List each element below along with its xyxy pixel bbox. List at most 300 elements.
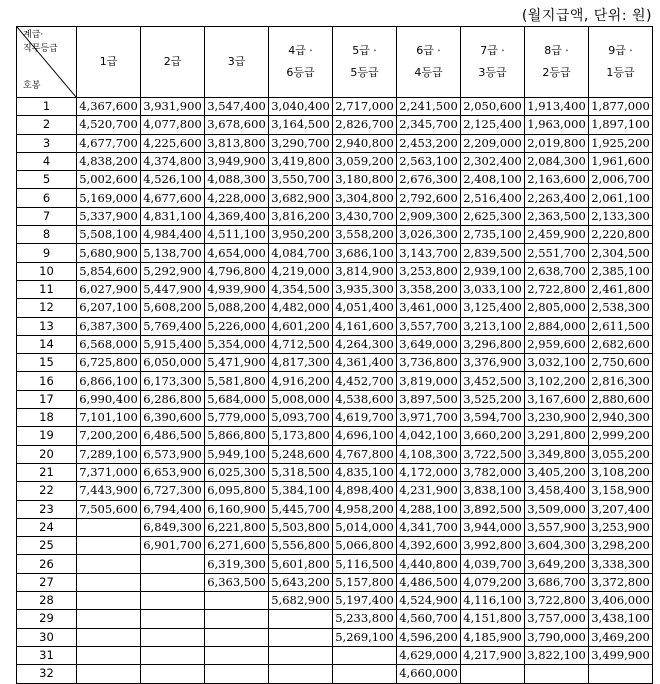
table-row	[17, 646, 653, 664]
pay-cell	[205, 592, 269, 610]
pay-cell: 3,594,700	[461, 409, 525, 427]
pay-cell: 3,950,200	[269, 226, 333, 244]
pay-cell: 2,551,700	[525, 244, 589, 262]
pay-cell: 2,909,300	[397, 207, 461, 225]
column-header	[589, 27, 653, 98]
pay-cell: 2,133,300	[589, 207, 653, 225]
pay-cell: 2,722,800	[525, 280, 589, 298]
pay-cell: 1,913,400	[525, 98, 589, 116]
pay-cell: 2,880,600	[589, 390, 653, 408]
pay-cell: 2,940,300	[589, 409, 653, 427]
pay-cell: 4,596,200	[397, 628, 461, 646]
column-header-line: 4급 ·	[288, 44, 313, 57]
pay-cell	[141, 555, 205, 573]
pay-cell: 4,369,400	[205, 207, 269, 225]
pay-cell: 2,563,100	[397, 152, 461, 170]
table-row	[17, 262, 653, 280]
pay-cell: 4,619,700	[333, 409, 397, 427]
pay-cell	[205, 646, 269, 664]
step-cell: 17	[17, 390, 77, 408]
table-row	[17, 500, 653, 518]
pay-cell: 3,304,800	[333, 189, 397, 207]
pay-cell: 6,727,300	[141, 482, 205, 500]
pay-cell: 7,505,600	[77, 500, 141, 518]
table-row	[17, 98, 653, 116]
table-row	[17, 244, 653, 262]
pay-cell: 4,088,300	[205, 171, 269, 189]
pay-cell: 6,271,600	[205, 537, 269, 555]
pay-cell: 3,736,800	[397, 354, 461, 372]
pay-cell: 2,939,100	[461, 262, 525, 280]
corner-label-middle: 직무등급	[23, 44, 58, 54]
column-header-line: 3등급	[478, 66, 507, 79]
pay-cell: 6,286,800	[141, 390, 205, 408]
pay-cell: 3,949,900	[205, 152, 269, 170]
pay-cell: 4,392,600	[397, 537, 461, 555]
pay-cell: 3,686,100	[333, 244, 397, 262]
pay-cell: 5,384,100	[269, 482, 333, 500]
pay-cell: 5,002,600	[77, 171, 141, 189]
pay-cell: 2,209,000	[461, 134, 525, 152]
pay-cell: 4,151,800	[461, 610, 525, 628]
pay-cell: 3,358,200	[397, 280, 461, 298]
pay-cell: 3,813,800	[205, 134, 269, 152]
pay-cell: 3,649,200	[525, 555, 589, 573]
pay-cell: 5,248,600	[269, 445, 333, 463]
pay-cell: 3,722,500	[461, 445, 525, 463]
pay-cell: 3,349,800	[525, 445, 589, 463]
pay-cell	[205, 628, 269, 646]
pay-cell: 3,897,500	[397, 390, 461, 408]
pay-cell: 4,228,000	[205, 189, 269, 207]
pay-cell: 3,660,200	[461, 427, 525, 445]
pay-cell: 2,385,100	[589, 262, 653, 280]
step-cell: 10	[17, 262, 77, 280]
table-row	[17, 372, 653, 390]
pay-cell: 2,805,000	[525, 299, 589, 317]
pay-cell: 3,040,400	[269, 98, 333, 116]
pay-cell: 4,538,600	[333, 390, 397, 408]
pay-cell: 5,508,100	[77, 226, 141, 244]
pay-cell: 2,792,600	[397, 189, 461, 207]
pay-cell: 3,819,000	[397, 372, 461, 390]
column-header-line: 4등급	[414, 66, 443, 79]
pay-cell: 6,390,600	[141, 409, 205, 427]
table-row	[17, 152, 653, 170]
pay-cell: 2,408,100	[461, 171, 525, 189]
pay-cell	[77, 555, 141, 573]
pay-cell: 3,944,000	[461, 518, 525, 536]
pay-cell: 6,725,800	[77, 354, 141, 372]
pay-cell: 5,556,800	[269, 537, 333, 555]
step-cell: 3	[17, 134, 77, 152]
pay-cell	[269, 646, 333, 664]
pay-cell: 6,990,400	[77, 390, 141, 408]
column-header-line: 5급 ·	[352, 44, 377, 57]
pay-cell: 4,601,200	[269, 317, 333, 335]
step-cell: 14	[17, 335, 77, 353]
pay-cell: 6,027,900	[77, 280, 141, 298]
pay-cell: 2,839,500	[461, 244, 525, 262]
pay-cell	[205, 610, 269, 628]
pay-cell: 5,684,000	[205, 390, 269, 408]
step-cell: 8	[17, 226, 77, 244]
pay-cell: 4,984,400	[141, 226, 205, 244]
pay-cell: 5,608,200	[141, 299, 205, 317]
pay-cell	[141, 665, 205, 683]
pay-cell	[333, 646, 397, 664]
pay-cell: 6,568,000	[77, 335, 141, 353]
pay-cell: 5,337,900	[77, 207, 141, 225]
column-header-line: 2급	[163, 55, 182, 68]
table-row	[17, 171, 653, 189]
pay-cell: 2,125,400	[461, 116, 525, 134]
pay-cell: 3,499,900	[589, 646, 653, 664]
pay-cell: 3,338,300	[589, 555, 653, 573]
pay-cell: 6,901,700	[141, 537, 205, 555]
pay-cell	[525, 665, 589, 683]
step-cell: 20	[17, 445, 77, 463]
pay-cell: 4,185,900	[461, 628, 525, 646]
pay-cell: 4,677,700	[77, 134, 141, 152]
table-row	[17, 518, 653, 536]
step-cell: 19	[17, 427, 77, 445]
pay-cell: 1,961,600	[589, 152, 653, 170]
pay-cell: 5,581,800	[205, 372, 269, 390]
step-cell: 16	[17, 372, 77, 390]
pay-cell: 3,971,700	[397, 409, 461, 427]
pay-cell: 5,601,800	[269, 555, 333, 573]
pay-cell: 4,231,900	[397, 482, 461, 500]
column-header	[269, 27, 333, 98]
pay-cell: 2,826,700	[333, 116, 397, 134]
pay-cell: 4,482,000	[269, 299, 333, 317]
pay-cell: 5,354,000	[205, 335, 269, 353]
pay-cell	[141, 573, 205, 591]
table-row	[17, 445, 653, 463]
column-header-line: 6급 ·	[416, 44, 441, 57]
step-cell: 7	[17, 207, 77, 225]
pay-cell: 3,458,400	[525, 482, 589, 500]
pay-cell: 5,854,600	[77, 262, 141, 280]
pay-cell: 4,172,000	[397, 463, 461, 481]
pay-cell: 5,226,000	[205, 317, 269, 335]
step-cell: 15	[17, 354, 77, 372]
step-cell: 1	[17, 98, 77, 116]
pay-cell: 3,026,300	[397, 226, 461, 244]
pay-cell: 4,225,600	[141, 134, 205, 152]
table-row	[17, 409, 653, 427]
column-header-line: 9급 ·	[608, 44, 633, 57]
pay-cell: 5,318,500	[269, 463, 333, 481]
table-row	[17, 610, 653, 628]
pay-cell: 3,525,200	[461, 390, 525, 408]
pay-cell: 4,039,700	[461, 555, 525, 573]
pay-cell: 6,794,400	[141, 500, 205, 518]
pay-cell: 3,604,300	[525, 537, 589, 555]
pay-cell: 3,461,000	[397, 299, 461, 317]
pay-cell: 3,678,600	[205, 116, 269, 134]
step-cell: 23	[17, 500, 77, 518]
pay-cell: 3,376,900	[461, 354, 525, 372]
pay-cell: 3,822,100	[525, 646, 589, 664]
pay-cell: 4,161,600	[333, 317, 397, 335]
pay-cell: 2,241,500	[397, 98, 461, 116]
pay-cell: 5,066,800	[333, 537, 397, 555]
pay-cell: 3,059,200	[333, 152, 397, 170]
header-row	[17, 27, 653, 98]
pay-cell: 3,253,900	[589, 518, 653, 536]
pay-cell: 3,992,800	[461, 537, 525, 555]
column-header	[141, 27, 205, 98]
pay-cell: 4,264,300	[333, 335, 397, 353]
pay-cell: 3,213,100	[461, 317, 525, 335]
pay-cell: 3,164,500	[269, 116, 333, 134]
pay-cell: 5,292,900	[141, 262, 205, 280]
pay-cell: 4,916,200	[269, 372, 333, 390]
pay-cell: 4,677,600	[141, 189, 205, 207]
table-row	[17, 280, 653, 298]
pay-cell: 5,197,400	[333, 592, 397, 610]
pay-cell: 5,915,400	[141, 335, 205, 353]
step-cell: 9	[17, 244, 77, 262]
pay-cell: 3,782,000	[461, 463, 525, 481]
corner-label-bottom: 호봉	[23, 81, 41, 91]
pay-cell: 3,102,200	[525, 372, 589, 390]
pay-cell	[77, 537, 141, 555]
pay-cell: 6,173,300	[141, 372, 205, 390]
pay-cell: 3,814,900	[333, 262, 397, 280]
pay-cell: 7,101,100	[77, 409, 141, 427]
pay-cell: 3,469,200	[589, 628, 653, 646]
pay-cell: 2,459,900	[525, 226, 589, 244]
pay-cell: 4,560,700	[397, 610, 461, 628]
pay-cell	[269, 610, 333, 628]
pay-cell: 6,363,500	[205, 573, 269, 591]
pay-cell	[333, 665, 397, 683]
step-cell: 22	[17, 482, 77, 500]
pay-cell: 5,173,800	[269, 427, 333, 445]
step-cell: 6	[17, 189, 77, 207]
table-header	[17, 27, 653, 98]
pay-cell: 5,138,700	[141, 244, 205, 262]
pay-cell: 3,935,300	[333, 280, 397, 298]
pay-cell: 7,200,200	[77, 427, 141, 445]
pay-cell: 4,217,900	[461, 646, 525, 664]
pay-cell: 4,367,600	[77, 98, 141, 116]
pay-cell	[269, 665, 333, 683]
table-body	[17, 98, 653, 684]
pay-cell: 6,095,800	[205, 482, 269, 500]
pay-cell: 3,757,000	[525, 610, 589, 628]
pay-cell	[141, 610, 205, 628]
pay-cell	[77, 628, 141, 646]
pay-cell: 5,447,900	[141, 280, 205, 298]
pay-cell: 4,629,000	[397, 646, 461, 664]
corner-label-top: 계급·	[23, 30, 44, 40]
pay-cell: 4,660,000	[397, 665, 461, 683]
pay-cell: 5,769,400	[141, 317, 205, 335]
table-row	[17, 207, 653, 225]
table-row	[17, 226, 653, 244]
pay-cell	[589, 665, 653, 683]
pay-cell: 2,302,400	[461, 152, 525, 170]
column-header	[77, 27, 141, 98]
pay-cell: 5,014,000	[333, 518, 397, 536]
pay-cell: 7,443,900	[77, 482, 141, 500]
pay-cell: 7,371,000	[77, 463, 141, 481]
pay-cell: 2,750,600	[589, 354, 653, 372]
pay-cell: 3,291,800	[525, 427, 589, 445]
pay-cell: 6,025,300	[205, 463, 269, 481]
pay-cell: 7,289,100	[77, 445, 141, 463]
step-cell: 32	[17, 665, 77, 683]
step-cell: 11	[17, 280, 77, 298]
pay-cell	[205, 665, 269, 683]
table-row	[17, 427, 653, 445]
pay-cell: 5,866,800	[205, 427, 269, 445]
table-row	[17, 354, 653, 372]
pay-cell: 2,999,200	[589, 427, 653, 445]
pay-cell: 1,877,000	[589, 98, 653, 116]
pay-cell: 4,520,700	[77, 116, 141, 134]
pay-cell: 2,676,300	[397, 171, 461, 189]
pay-cell: 3,125,400	[461, 299, 525, 317]
pay-cell: 4,696,100	[333, 427, 397, 445]
pay-cell: 4,077,800	[141, 116, 205, 134]
pay-cell: 6,653,900	[141, 463, 205, 481]
pay-cell: 3,557,700	[397, 317, 461, 335]
pay-cell: 5,643,200	[269, 573, 333, 591]
step-cell: 27	[17, 573, 77, 591]
pay-cell: 3,892,500	[461, 500, 525, 518]
pay-cell: 4,958,200	[333, 500, 397, 518]
pay-cell	[141, 628, 205, 646]
pay-cell: 5,471,900	[205, 354, 269, 372]
pay-cell: 3,033,100	[461, 280, 525, 298]
pay-cell: 2,959,600	[525, 335, 589, 353]
column-header-line: 8급 ·	[544, 44, 569, 57]
pay-cell: 4,817,300	[269, 354, 333, 372]
pay-cell: 5,157,800	[333, 573, 397, 591]
column-header-line: 1등급	[606, 66, 635, 79]
pay-cell	[77, 665, 141, 683]
pay-cell: 5,088,200	[205, 299, 269, 317]
pay-cell: 3,509,000	[525, 500, 589, 518]
pay-cell: 5,093,700	[269, 409, 333, 427]
pay-cell: 2,163,600	[525, 171, 589, 189]
pay-cell: 4,524,900	[397, 592, 461, 610]
pay-cell: 2,263,400	[525, 189, 589, 207]
table-row	[17, 665, 653, 683]
column-header-line: 6등급	[286, 66, 315, 79]
table-row	[17, 116, 653, 134]
pay-cell: 2,538,300	[589, 299, 653, 317]
pay-cell: 2,220,800	[589, 226, 653, 244]
pay-cell: 4,526,100	[141, 171, 205, 189]
pay-cell: 4,440,800	[397, 555, 461, 573]
pay-cell	[77, 518, 141, 536]
pay-cell: 2,363,500	[525, 207, 589, 225]
column-header-line: 5등급	[350, 66, 379, 79]
pay-cell: 6,573,900	[141, 445, 205, 463]
pay-cell: 3,816,200	[269, 207, 333, 225]
pay-cell: 5,233,800	[333, 610, 397, 628]
pay-cell: 4,341,700	[397, 518, 461, 536]
step-cell: 28	[17, 592, 77, 610]
pay-cell: 2,516,400	[461, 189, 525, 207]
pay-cell: 4,051,400	[333, 299, 397, 317]
pay-cell: 2,611,500	[589, 317, 653, 335]
pay-cell: 3,547,400	[205, 98, 269, 116]
step-cell: 29	[17, 610, 77, 628]
pay-cell: 3,649,000	[397, 335, 461, 353]
pay-cell: 3,682,900	[269, 189, 333, 207]
step-cell: 18	[17, 409, 77, 427]
pay-cell	[77, 592, 141, 610]
pay-cell: 3,557,900	[525, 518, 589, 536]
step-cell: 2	[17, 116, 77, 134]
pay-cell: 4,116,100	[461, 592, 525, 610]
step-cell: 12	[17, 299, 77, 317]
column-header	[525, 27, 589, 98]
pay-cell: 5,008,000	[269, 390, 333, 408]
corner-header	[17, 27, 77, 98]
pay-cell: 4,108,300	[397, 445, 461, 463]
column-header	[397, 27, 461, 98]
pay-cell: 4,084,700	[269, 244, 333, 262]
pay-cell: 2,453,200	[397, 134, 461, 152]
table-row	[17, 555, 653, 573]
step-cell: 30	[17, 628, 77, 646]
pay-cell: 2,019,800	[525, 134, 589, 152]
table-row	[17, 317, 653, 335]
table-row	[17, 463, 653, 481]
pay-cell: 4,079,200	[461, 573, 525, 591]
column-header-line: 2등급	[542, 66, 571, 79]
pay-cell: 3,550,700	[269, 171, 333, 189]
pay-cell: 3,452,500	[461, 372, 525, 390]
column-header-line: 3급	[227, 55, 246, 68]
pay-cell: 4,796,800	[205, 262, 269, 280]
pay-cell: 4,361,400	[333, 354, 397, 372]
pay-cell: 3,158,900	[589, 482, 653, 500]
pay-cell: 3,032,100	[525, 354, 589, 372]
pay-cell: 2,304,500	[589, 244, 653, 262]
pay-cell: 2,345,700	[397, 116, 461, 134]
pay-cell	[141, 592, 205, 610]
pay-cell: 2,940,800	[333, 134, 397, 152]
pay-cell: 6,486,500	[141, 427, 205, 445]
pay-cell: 6,207,100	[77, 299, 141, 317]
pay-cell: 6,221,800	[205, 518, 269, 536]
pay-cell: 3,180,800	[333, 171, 397, 189]
pay-cell: 3,790,000	[525, 628, 589, 646]
pay-cell: 5,116,500	[333, 555, 397, 573]
pay-cell: 2,084,300	[525, 152, 589, 170]
pay-cell: 3,207,400	[589, 500, 653, 518]
pay-cell: 3,167,600	[525, 390, 589, 408]
pay-cell: 6,849,300	[141, 518, 205, 536]
column-header	[205, 27, 269, 98]
pay-cell: 3,372,800	[589, 573, 653, 591]
step-cell: 31	[17, 646, 77, 664]
table-row	[17, 189, 653, 207]
table-row	[17, 335, 653, 353]
pay-cell: 3,406,000	[589, 592, 653, 610]
pay-cell: 6,866,100	[77, 372, 141, 390]
pay-cell: 3,296,800	[461, 335, 525, 353]
